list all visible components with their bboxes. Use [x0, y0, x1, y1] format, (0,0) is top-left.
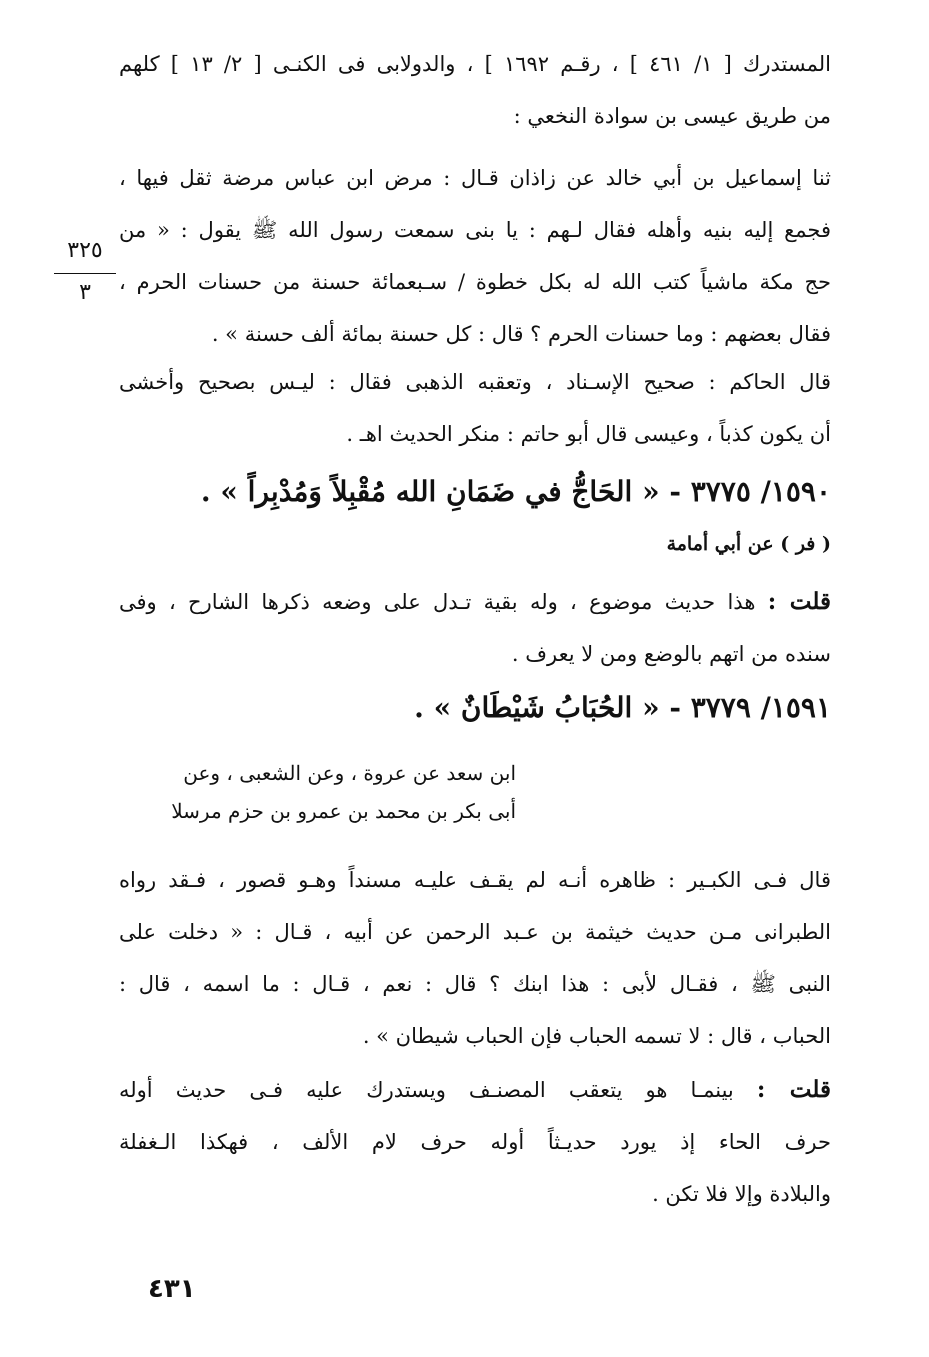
hadith-source-block — [116, 754, 516, 830]
hadith-source: ( فر ) عن أبي أمامة — [666, 533, 831, 555]
paragraph-qultu-1 — [119, 576, 831, 680]
qultu-label: قلت : — [756, 1076, 831, 1103]
margin-ref-top: ٣٢٥ — [67, 238, 103, 263]
text-line: حج مكة ماشياً كتب الله له بكل خطوة / سـبعمائة حسنة من حسنات الحرم ، — [119, 270, 831, 294]
text-line: والبلادة وإلا فلا تكن . — [652, 1182, 831, 1206]
text-line: الطبرانى مـن حديث خيثمة بن عـبد الرحمن عن أبيه ، قـال : « دخلت على — [119, 920, 831, 944]
paragraph-kabir — [119, 854, 831, 1062]
margin-ref-bottom: ٣ — [79, 280, 91, 305]
text-line: ابن سعد عن عروة ، وعن الشعبى ، وعن — [183, 761, 516, 785]
text-line: قال فـى الكبـير : ظاهره أنـه لم يقـف عليـه مسنداً وهـو قصور ، فـقد رواه — [119, 868, 831, 892]
paragraph-sources — [119, 38, 831, 142]
hadith-1590 — [119, 462, 831, 566]
margin-ref-rule — [54, 273, 116, 274]
text-line: فجمع إليه بنيه وأهله فقال لـهم : يا بنى سمعت رسول الله ﷺ يقول : « من — [119, 218, 831, 242]
hadith-heading: ١٥٩١/ ٣٧٧٩ - « الحُبَابُ شَيْطَانٌ » . — [414, 691, 831, 724]
hadith-1591 — [119, 678, 831, 738]
paragraph-hadith-text — [119, 152, 831, 360]
text-span: هذا حديث موضوع ، وله بقية تـدل على وضعه ذكرها الشارح ، وفى — [119, 590, 768, 614]
paragraph-qultu-2 — [119, 1064, 831, 1220]
paragraph-hakim — [119, 356, 831, 460]
text-line: المستدرك [ ١/ ٤٦١ ] ، رقـم ١٦٩٢ ] ، والدولابى فى الكنـى [ ٢/ ١٣ ] كلهم — [119, 52, 831, 76]
text-line: ثنا إسماعيل بن أبي خالد عن زاذان قـال : مرض ابن عباس مرضة ثقل فيها ، — [119, 166, 831, 190]
text-line — [119, 576, 831, 628]
text-line: الحباب ، قال : لا تسمه الحباب فإن الحباب شيطان » . — [362, 1024, 831, 1048]
text-line: سنده من اتهم بالوضع ومن لا يعرف . — [511, 642, 831, 666]
text-line: من طريق عيسى بن سوادة النخعي : — [513, 104, 831, 128]
page-number: ٤٣١ — [148, 1274, 196, 1304]
text-line: أن يكون كذباً ، وعيسى قال أبو حاتم : منكر الحديث اهـ . — [346, 422, 831, 446]
text-line: قال الحاكم : صحيح الإسـناد ، وتعقبه الذهبى فقال : ليـس بصحيح وأخشى — [119, 370, 831, 394]
text-line — [119, 1064, 831, 1116]
text-line: حرف الحاء إذ يورد حديـثاً أوله حرف لام الألف ، فهكذا الـغفلة — [119, 1130, 831, 1154]
margin-reference — [50, 238, 120, 306]
qultu-label: قلت : — [767, 588, 831, 615]
text-line: النبى ﷺ ، فقـال لأبى : هذا ابنك ؟ قال : نعم ، قـال : ما اسمه ، قال : — [119, 972, 831, 996]
text-line: أبى بكر بن محمد بن عمرو بن حزم مرسلا — [171, 799, 516, 823]
text-span: بينمـا هو يتعقب المصنـف ويستدرك عليه فـى حديث أوله — [119, 1078, 757, 1102]
text-line: فقال بعضهم : وما حسنات الحرم ؟ قال : كل حسنة بمائة ألف حسنة » . — [211, 322, 831, 346]
hadith-heading: ١٥٩٠/ ٣٧٧٥ - « الحَاجُّ في ضَمَانِ الله مُقْبِلاً وَمُدْبِراً » . — [200, 475, 831, 508]
